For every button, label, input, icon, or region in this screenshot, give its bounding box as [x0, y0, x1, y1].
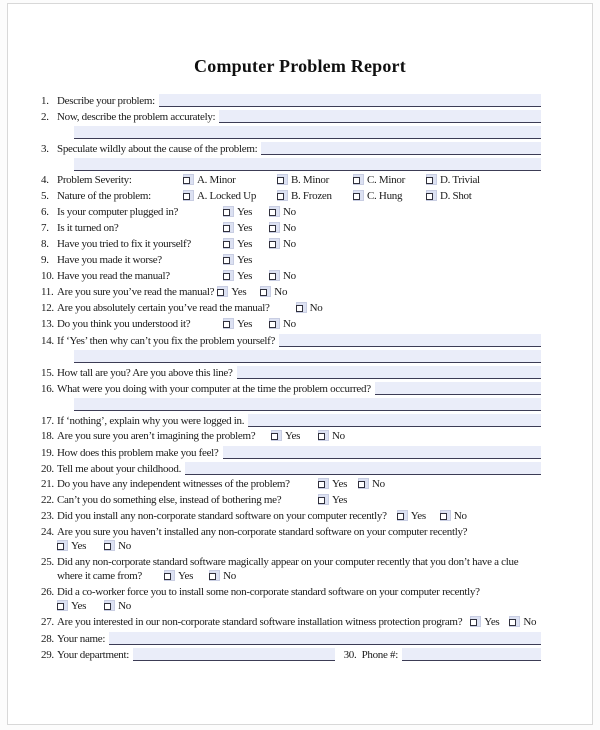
item-text: How does this problem make you feel?: [57, 447, 219, 459]
item-number: 21.: [41, 478, 54, 490]
form-item-4: [41, 174, 541, 187]
checkbox-label: No: [283, 318, 296, 330]
input-line[interactable]: [375, 382, 541, 395]
form-item-24-options: [41, 540, 541, 553]
input-line[interactable]: [279, 334, 541, 347]
checkbox-label: Yes: [410, 510, 426, 522]
input-line-continuation[interactable]: [74, 350, 541, 363]
form-item-6: [41, 206, 541, 219]
item-number: 3.: [41, 143, 49, 155]
form-item-2-continuation: [41, 126, 541, 139]
form-item-16-continuation: [41, 398, 541, 411]
checkbox-option-no[interactable]: [269, 238, 296, 250]
checkbox-option-no[interactable]: [209, 570, 236, 582]
checkbox-option-no[interactable]: [269, 206, 296, 218]
checkbox-label: A. Locked Up: [197, 190, 257, 202]
form-item-9: [41, 254, 541, 267]
checkbox-option-no[interactable]: [104, 540, 131, 552]
input-line-continuation[interactable]: [74, 158, 541, 171]
checkbox-option-yes[interactable]: [223, 206, 252, 218]
checkbox-option-a-minor[interactable]: [183, 174, 236, 186]
form-item-23: [41, 510, 541, 523]
checkbox-icon[interactable]: [223, 270, 234, 281]
checkbox-label: B. Frozen: [291, 190, 332, 202]
checkbox-label: Yes: [237, 254, 253, 266]
form-item-19: [41, 446, 541, 459]
item-text: Have you tried to fix it yourself?: [57, 238, 191, 250]
checkbox-icon[interactable]: [296, 302, 307, 313]
checkbox-option-yes[interactable]: [223, 238, 252, 250]
checkbox-option-yes[interactable]: [57, 540, 86, 552]
item-text: How tall are you? Are you above this line?: [57, 367, 233, 379]
checkbox-icon[interactable]: [318, 430, 329, 441]
checkbox-option-no[interactable]: [269, 270, 296, 282]
checkbox-icon[interactable]: [223, 254, 234, 265]
item-number: 5.: [41, 190, 49, 202]
item-number: 15.: [41, 367, 54, 379]
checkbox-label: Yes: [484, 616, 500, 628]
item-text: What were you doing with your computer at the time the problem occurred?: [57, 383, 371, 395]
item-text: Your name:: [57, 633, 106, 645]
form-item-13: [41, 318, 541, 331]
form-item-26: [41, 586, 541, 599]
item-text: Your department:: [57, 649, 129, 661]
item-number: 17.: [41, 415, 54, 427]
checkbox-option-b-frozen[interactable]: [277, 190, 332, 202]
checkbox-label: Yes: [332, 478, 348, 490]
checkbox-option-a-locked-up[interactable]: [183, 190, 256, 202]
checkbox-label: Yes: [178, 570, 194, 582]
input-line-continuation[interactable]: [74, 398, 541, 411]
item-number: 23.: [41, 510, 54, 522]
form-item-12: [41, 302, 541, 315]
checkbox-option-b-minor[interactable]: [277, 174, 329, 186]
checkbox-label: Yes: [237, 270, 253, 282]
form-item-7: [41, 222, 541, 235]
checkbox-option-yes[interactable]: [318, 478, 347, 490]
checkbox-icon[interactable]: [217, 286, 228, 297]
checkbox-label: A. Minor: [197, 174, 236, 186]
item-number: 25.: [41, 556, 54, 568]
checkbox-option-no[interactable]: [296, 302, 323, 314]
checkbox-option-yes[interactable]: [470, 616, 499, 628]
checkbox-label: Yes: [237, 318, 253, 330]
item-text: Now, describe the problem accurately:: [57, 111, 216, 123]
item-number: 9.: [41, 254, 49, 266]
input-line-continuation[interactable]: [74, 126, 541, 139]
form-item-18: [41, 430, 541, 443]
form-item-25: [41, 556, 541, 569]
checkbox-label: C. Minor: [367, 174, 405, 186]
item-text: Tell me about your childhood.: [57, 463, 182, 475]
checkbox-option-yes[interactable]: [223, 254, 252, 266]
checkbox-icon[interactable]: [426, 174, 437, 185]
checkbox-label: No: [309, 302, 323, 314]
item-text: Is it turned on?: [57, 222, 119, 234]
checkbox-label: Yes: [332, 494, 348, 506]
form: [8, 94, 592, 661]
checkbox-option-yes[interactable]: [223, 270, 252, 282]
item-text: Are you sure you aren’t imagining the problem?: [57, 430, 256, 442]
checkbox-label: Yes: [285, 430, 301, 442]
item-text: If ‘Yes’ then why can’t you fix the problem yourself?: [57, 335, 276, 347]
item-number: 10.: [41, 270, 54, 282]
checkbox-icon[interactable]: [271, 430, 282, 441]
form-item-11: [41, 286, 541, 299]
checkbox-icon[interactable]: [277, 174, 288, 185]
item-text: Have you read the manual?: [57, 270, 170, 282]
item-number: 20.: [41, 463, 54, 475]
checkbox-icon[interactable]: [223, 222, 234, 233]
item-number: 4.: [41, 174, 49, 186]
item-text: Did you install any non-corporate standard software on your computer recently?: [57, 510, 387, 522]
input-line[interactable]: [261, 142, 541, 155]
item-number: 30.: [343, 649, 357, 661]
checkbox-label: Yes: [237, 222, 253, 234]
item-number: 29.: [41, 649, 54, 661]
item-text: Did any non-corporate standard software magically appear on your computer recently that you don’t have a clue: [57, 556, 519, 568]
checkbox-option-yes[interactable]: [397, 510, 426, 522]
form-item-14: [41, 334, 541, 347]
checkbox-icon[interactable]: [426, 190, 437, 201]
page-title: Computer Problem Report: [194, 56, 406, 76]
checkbox-label: C. Hung: [367, 190, 403, 202]
form-item-16: [41, 382, 541, 395]
checkbox-icon[interactable]: [277, 190, 288, 201]
item-number: 7.: [41, 222, 49, 234]
item-text: If ‘nothing’, explain why you were logged in.: [57, 415, 245, 427]
form-item-20: [41, 462, 541, 475]
form-item-14-continuation: [41, 350, 541, 363]
input-line-department[interactable]: [133, 648, 335, 661]
form-item-10: [41, 270, 541, 283]
item-text: Did a co-worker force you to install some non-corporate standard software on your computer recently?: [57, 586, 480, 598]
form-item-24: [41, 526, 541, 539]
checkbox-option-no[interactable]: [104, 600, 131, 612]
input-line[interactable]: [219, 110, 541, 123]
item-number: 16.: [41, 383, 54, 395]
checkbox-label: D. Shot: [440, 190, 472, 202]
form-item-3: [41, 142, 541, 155]
checkbox-icon[interactable]: [57, 540, 68, 551]
checkbox-label: Yes: [237, 206, 253, 218]
item-number: 1.: [41, 95, 49, 107]
form-item-21: [41, 478, 541, 491]
item-text: Speculate wildly about the cause of the problem:: [57, 143, 258, 155]
checkbox-label: D. Trivial: [440, 174, 480, 186]
checkbox-option-yes[interactable]: [271, 430, 300, 442]
checkbox-icon[interactable]: [269, 206, 280, 217]
checkbox-option-no[interactable]: [318, 430, 345, 442]
input-line[interactable]: [248, 414, 541, 427]
checkbox-label: No: [283, 238, 296, 250]
item-number: 19.: [41, 447, 54, 459]
item-text: Are you sure you haven’t installed any non-corporate standard software on your computer recently?: [57, 526, 468, 538]
document-page: [7, 3, 593, 725]
checkbox-label: Yes: [71, 600, 87, 612]
form-item-2: [41, 110, 541, 123]
item-number: 12.: [41, 302, 54, 314]
input-line[interactable]: [109, 632, 541, 645]
item-text: Do you have any independent witnesses of the problem?: [57, 478, 290, 490]
checkbox-icon[interactable]: [269, 270, 280, 281]
item-text: Is your computer plugged in?: [57, 206, 179, 218]
checkbox-option-no[interactable]: [358, 478, 385, 490]
item-number: 22.: [41, 494, 54, 506]
item-text: Are you interested in our non-corporate standard software installation witness protection program?: [57, 616, 463, 628]
item-text: Can’t you do something else, instead of bothering me?: [57, 494, 282, 506]
checkbox-icon[interactable]: [260, 286, 271, 297]
item-text: Do you think you understood it?: [57, 318, 191, 330]
form-item-29: [41, 648, 541, 661]
item-number: 18.: [41, 430, 54, 442]
input-line-phone[interactable]: [402, 648, 541, 661]
checkbox-label: No: [118, 540, 131, 552]
checkbox-icon[interactable]: [353, 190, 364, 201]
checkbox-icon[interactable]: [269, 238, 280, 249]
form-item-26-options: [41, 600, 541, 613]
input-line[interactable]: [223, 446, 542, 459]
checkbox-icon[interactable]: [358, 478, 369, 489]
checkbox-label: B. Minor: [291, 174, 329, 186]
checkbox-icon[interactable]: [269, 222, 280, 233]
form-item-3-continuation: [41, 158, 541, 171]
checkbox-icon[interactable]: [353, 174, 364, 185]
checkbox-icon[interactable]: [183, 174, 194, 185]
checkbox-icon[interactable]: [318, 478, 329, 489]
checkbox-option-no[interactable]: [269, 222, 296, 234]
checkbox-option-yes[interactable]: [164, 570, 193, 582]
item-number: 13.: [41, 318, 54, 330]
checkbox-option-c-minor[interactable]: [353, 174, 405, 186]
form-item-8: [41, 238, 541, 251]
checkbox-option-yes[interactable]: [318, 494, 347, 506]
item-text: Nature of the problem:: [57, 190, 151, 202]
checkbox-option-c-hung[interactable]: [353, 190, 402, 202]
checkbox-icon[interactable]: [223, 318, 234, 329]
checkbox-option-d-shot[interactable]: [426, 190, 472, 202]
item-number: 6.: [41, 206, 49, 218]
checkbox-icon[interactable]: [104, 540, 115, 551]
checkbox-icon[interactable]: [509, 616, 520, 627]
checkbox-option-no[interactable]: [260, 286, 287, 298]
checkbox-option-yes[interactable]: [217, 286, 246, 298]
checkbox-label: Yes: [231, 286, 247, 298]
checkbox-icon[interactable]: [104, 600, 115, 611]
checkbox-icon[interactable]: [209, 570, 220, 581]
item-number: 27.: [41, 616, 54, 628]
checkbox-option-no[interactable]: [269, 318, 296, 330]
item-number: 24.: [41, 526, 54, 538]
form-item-27: [41, 616, 541, 629]
checkbox-label: No: [274, 286, 288, 298]
checkbox-label: No: [523, 616, 537, 628]
checkbox-icon[interactable]: [57, 600, 68, 611]
checkbox-label: No: [453, 510, 467, 522]
checkbox-label: No: [283, 270, 296, 282]
item-text: Phone #:: [361, 649, 398, 661]
item-number: 11.: [41, 286, 54, 298]
checkbox-icon[interactable]: [183, 190, 194, 201]
item-text: Are you sure you’ve read the manual?: [57, 286, 215, 298]
input-line[interactable]: [237, 366, 541, 379]
checkbox-option-yes[interactable]: [223, 222, 252, 234]
checkbox-label: No: [223, 570, 236, 582]
checkbox-icon[interactable]: [440, 510, 451, 521]
checkbox-option-d-trivial[interactable]: [426, 174, 480, 186]
checkbox-icon[interactable]: [397, 510, 408, 521]
item-number: 2.: [41, 111, 49, 123]
item-text: Have you made it worse?: [57, 254, 162, 266]
checkbox-option-no[interactable]: [509, 616, 536, 628]
checkbox-icon[interactable]: [164, 570, 175, 581]
checkbox-icon[interactable]: [470, 616, 481, 627]
form-item-22: [41, 494, 541, 507]
item-text: Problem Severity:: [57, 174, 132, 186]
input-line[interactable]: [159, 94, 541, 107]
form-item-15: [41, 366, 541, 379]
item-number: 8.: [41, 238, 49, 250]
checkbox-label: No: [118, 600, 131, 612]
checkbox-label: Yes: [237, 238, 253, 250]
form-item-5: [41, 190, 541, 203]
form-item-25-options: [41, 570, 541, 583]
checkbox-option-yes[interactable]: [57, 600, 86, 612]
item-number: 28.: [41, 633, 54, 645]
checkbox-icon[interactable]: [269, 318, 280, 329]
item-text: where it came from?: [57, 570, 143, 582]
checkbox-label: No: [372, 478, 385, 490]
checkbox-label: No: [283, 222, 296, 234]
item-number: 14.: [41, 335, 54, 347]
input-line[interactable]: [185, 462, 541, 475]
form-item-1: [41, 94, 541, 107]
checkbox-label: No: [332, 430, 345, 442]
checkbox-icon[interactable]: [318, 494, 329, 505]
item-text: Describe your problem:: [57, 95, 155, 107]
checkbox-option-yes[interactable]: [223, 318, 252, 330]
item-number: 26.: [41, 586, 54, 598]
form-item-17: [41, 414, 541, 427]
checkbox-icon[interactable]: [223, 206, 234, 217]
form-item-28: [41, 632, 541, 645]
checkbox-label: No: [283, 206, 296, 218]
checkbox-icon[interactable]: [223, 238, 234, 249]
checkbox-option-no[interactable]: [440, 510, 467, 522]
item-text: Are you absolutely certain you’ve read the manual?: [57, 302, 270, 314]
checkbox-label: Yes: [71, 540, 87, 552]
